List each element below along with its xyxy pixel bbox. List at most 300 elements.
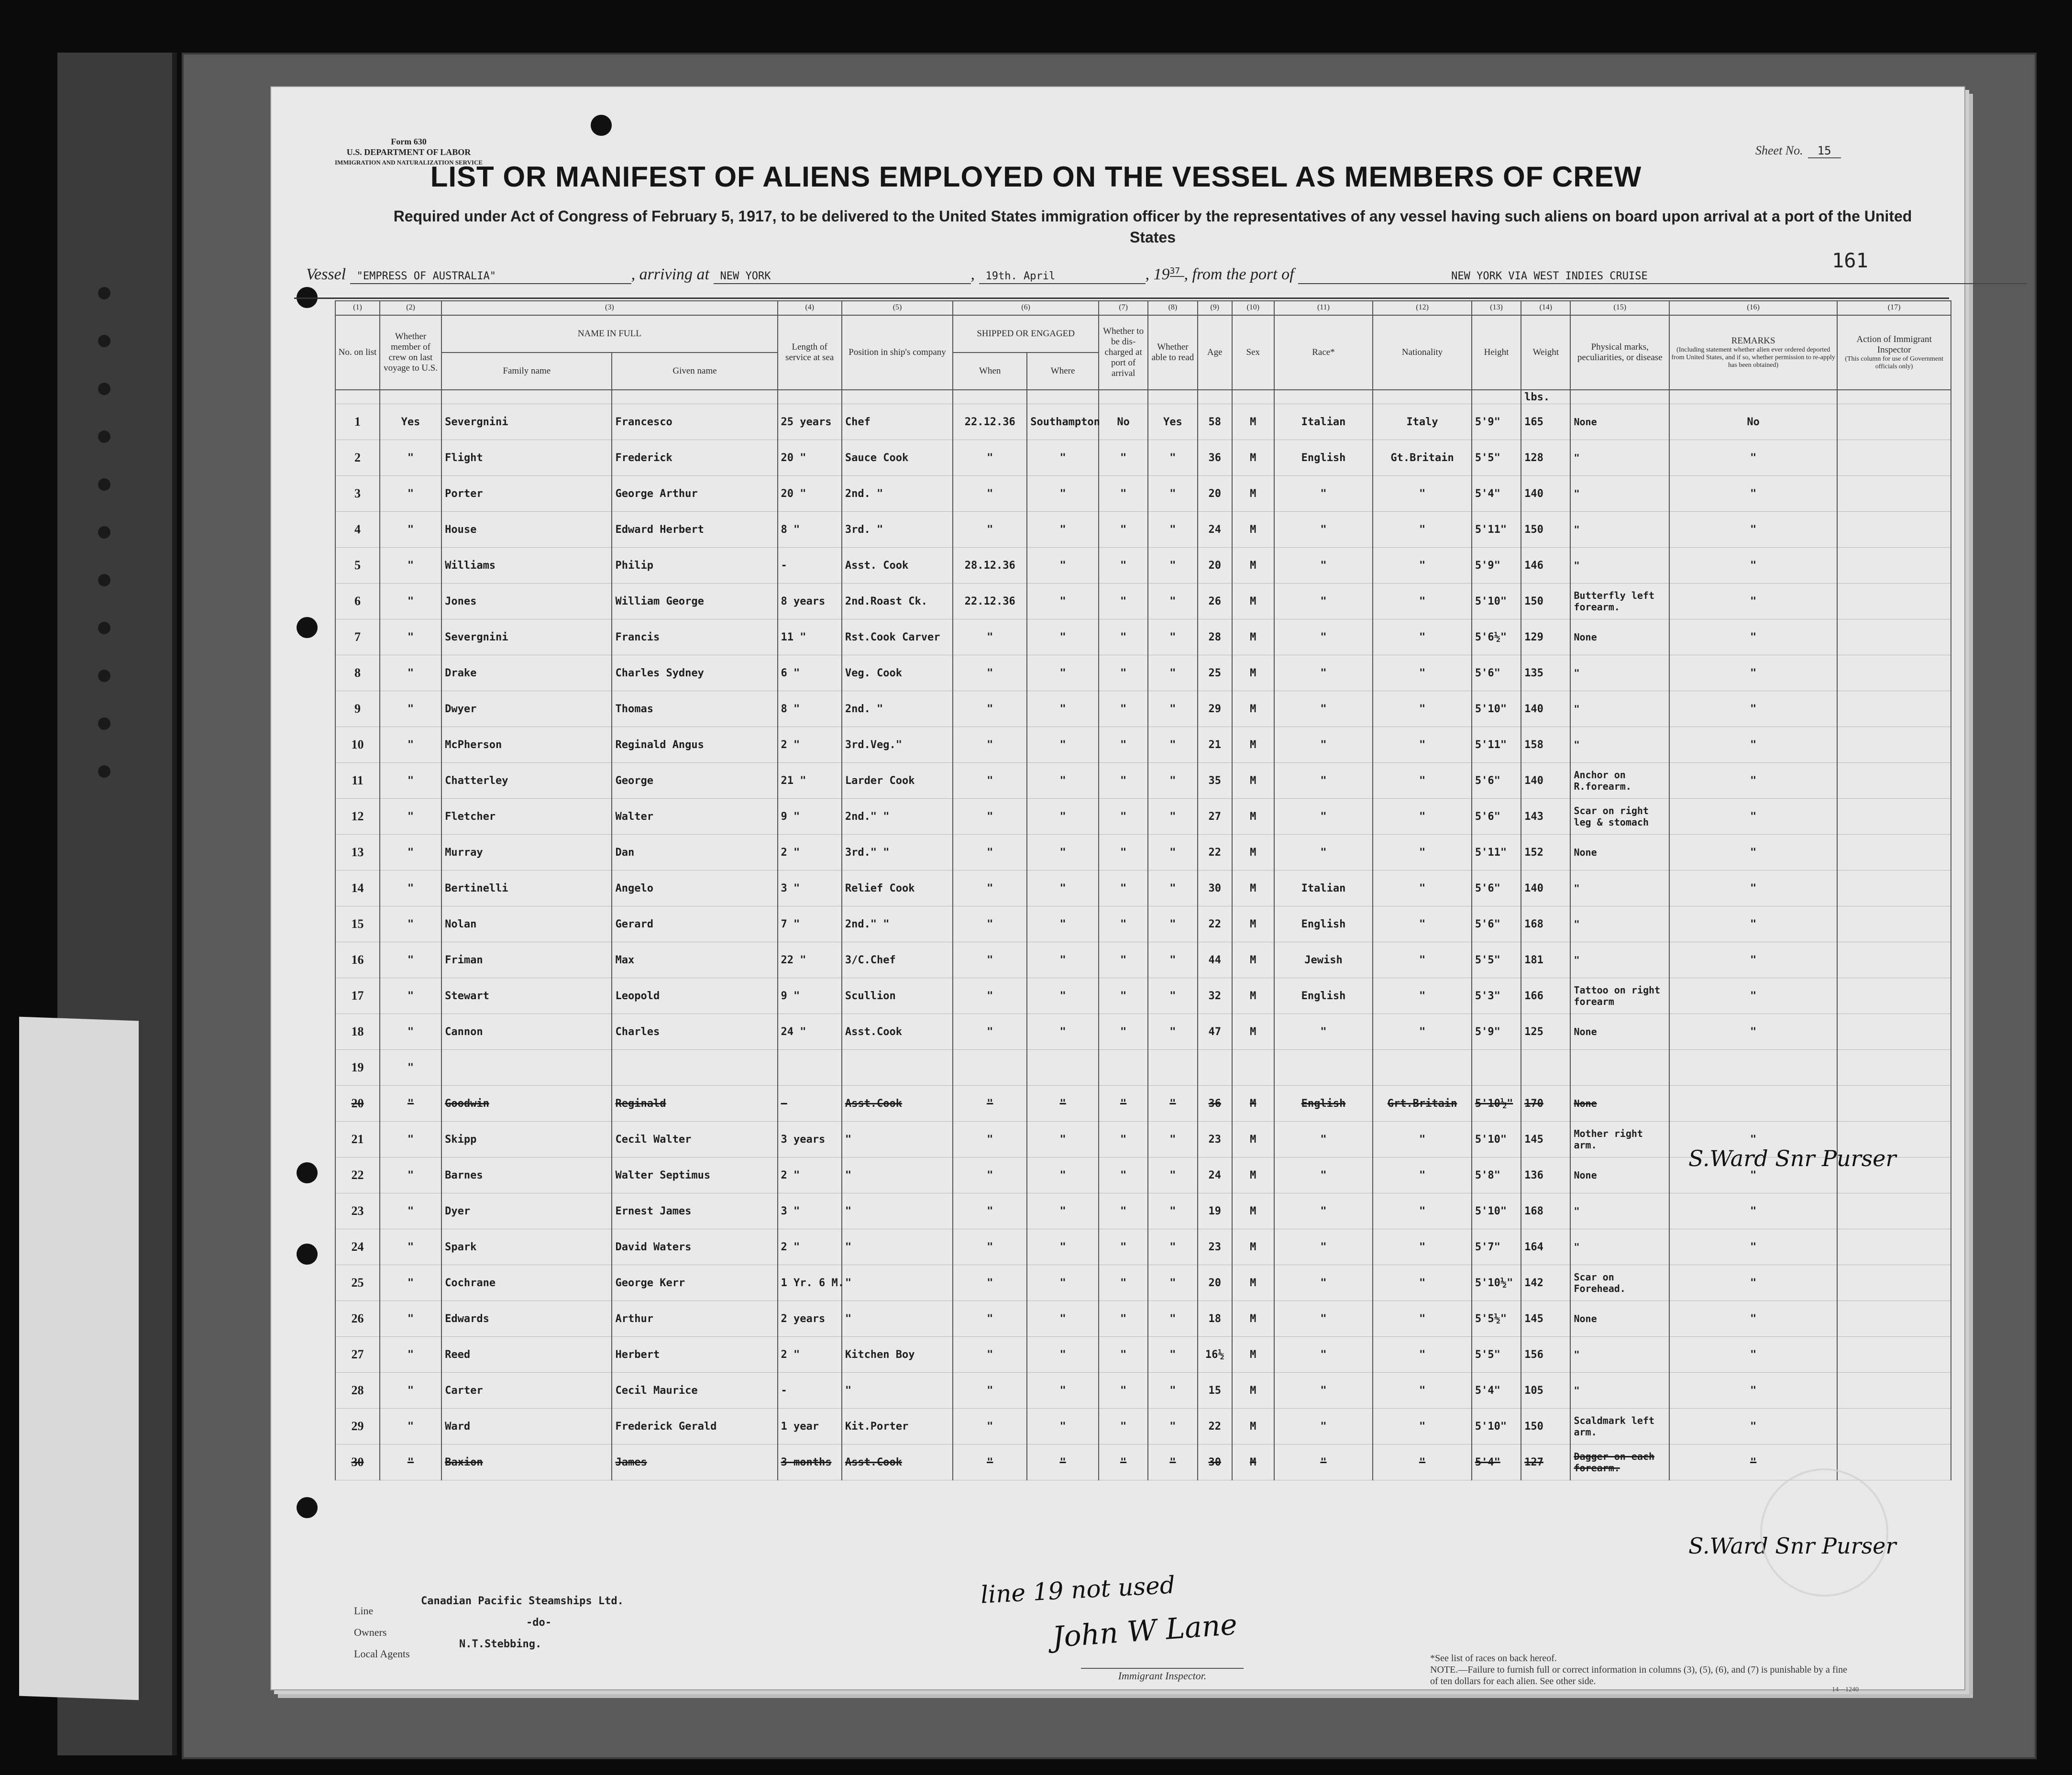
weight: 158 (1521, 727, 1570, 763)
race: Italian (1274, 404, 1373, 440)
given-name: Cecil Walter (612, 1122, 777, 1158)
shipped-when: " (953, 799, 1027, 835)
height: 5'7" (1472, 1229, 1521, 1265)
table-row (335, 691, 1951, 727)
remarks: " (1669, 835, 1837, 871)
race: " (1274, 1229, 1373, 1265)
age: 28 (1198, 619, 1232, 655)
row-number: 9 (335, 691, 380, 727)
given-name: Frederick (612, 440, 777, 476)
family-name: Cochrane (441, 1265, 612, 1301)
family-name: Stewart (441, 978, 612, 1014)
height: 5'6" (1472, 763, 1521, 799)
able-to-read: " (1148, 1301, 1197, 1337)
able-to-read: " (1148, 871, 1197, 906)
shipped-where: " (1027, 1193, 1099, 1229)
height: 5'10½" (1472, 1265, 1521, 1301)
weight: 181 (1521, 942, 1570, 978)
nationality: " (1373, 548, 1472, 584)
race: Jewish (1274, 942, 1373, 978)
inspector-action (1837, 512, 1951, 548)
given-name: Edward Herbert (612, 512, 777, 548)
remarks: " (1669, 1301, 1837, 1337)
given-name: Walter (612, 799, 777, 835)
last-voyage: " (380, 978, 441, 1014)
discharged: " (1099, 1301, 1148, 1337)
table-row (335, 1301, 1951, 1337)
position: Veg. Cook (842, 655, 953, 691)
shipped-where: " (1027, 1086, 1099, 1122)
age: 25 (1198, 655, 1232, 691)
discharged: " (1099, 1193, 1148, 1229)
stamp-number: 161 (1832, 249, 1868, 272)
family-name: Cannon (441, 1014, 612, 1050)
line-label: Line (354, 1605, 374, 1617)
length-of-service: 3 " (778, 871, 842, 906)
given-name: Reginald Angus (612, 727, 777, 763)
age: 16½ (1198, 1337, 1232, 1373)
nationality: " (1373, 1265, 1472, 1301)
weight: 165 (1521, 404, 1570, 440)
able-to-read: " (1148, 799, 1197, 835)
family-name: Severgnini (441, 619, 612, 655)
discharged: " (1099, 548, 1148, 584)
shipped-where: " (1027, 1122, 1099, 1158)
remarks (1669, 1086, 1837, 1122)
embossed-seal (1760, 1468, 1888, 1597)
weight: 146 (1521, 548, 1570, 584)
nationality: " (1373, 799, 1472, 835)
last-voyage: " (380, 548, 441, 584)
race: " (1274, 691, 1373, 727)
remarks: " (1669, 871, 1837, 906)
remarks: " (1669, 799, 1837, 835)
sheet-label: Sheet No. (1755, 143, 1803, 157)
length-of-service: 21 " (778, 763, 842, 799)
length-of-service: 3 years (778, 1122, 842, 1158)
inspector-signature: John W Lane (1051, 1608, 1239, 1654)
position: " (842, 1265, 953, 1301)
race-note: *See list of races on back hereof. (1430, 1653, 1557, 1664)
last-voyage: " (380, 691, 441, 727)
length-of-service: 20 " (778, 440, 842, 476)
shipped-where: " (1027, 906, 1099, 942)
weight: 140 (1521, 871, 1570, 906)
vessel-label: Vessel (306, 265, 346, 283)
length-of-service: 22 " (778, 942, 842, 978)
remarks: " (1669, 1229, 1837, 1265)
able-to-read: " (1148, 1337, 1197, 1373)
vessel-line: Vessel "EMPRESS OF AUSTRALIA" , arriving at NEW YORK , 19th. April , 1937 , from the port of NEW YORK VIA WEST INDIES CRUISE (306, 265, 2027, 284)
race: " (1274, 619, 1373, 655)
last-voyage: " (380, 1122, 441, 1158)
owners-value: -do- (526, 1617, 551, 1629)
discharged: " (1099, 1444, 1148, 1480)
row-number: 18 (335, 1014, 380, 1050)
table-row (335, 727, 1951, 763)
physical-marks: Anchor on R.forearm. (1570, 763, 1669, 799)
age: 27 (1198, 799, 1232, 835)
weight: 170 (1521, 1086, 1570, 1122)
age: 30 (1198, 871, 1232, 906)
discharged: " (1099, 476, 1148, 512)
physical-marks: " (1570, 942, 1669, 978)
inspector-action (1837, 1050, 1951, 1086)
able-to-read: " (1148, 1122, 1197, 1158)
position: Asst.Cook (842, 1014, 953, 1050)
table-row (335, 1373, 1951, 1409)
shipped-when: " (953, 1444, 1027, 1480)
row-number: 17 (335, 978, 380, 1014)
shipped-where: " (1027, 835, 1099, 871)
last-voyage: Yes (380, 404, 441, 440)
length-of-service: 6 " (778, 655, 842, 691)
height: 5'4" (1472, 476, 1521, 512)
shipped-when: " (953, 871, 1027, 906)
row-number: 29 (335, 1409, 380, 1444)
row-number: 11 (335, 763, 380, 799)
physical-marks: " (1570, 871, 1669, 906)
shipped-when: " (953, 691, 1027, 727)
shipped-where: Southampton (1027, 404, 1099, 440)
discharged: " (1099, 619, 1148, 655)
position: Relief Cook (842, 871, 953, 906)
table-row (335, 1014, 1951, 1050)
length-of-service: - (778, 548, 842, 584)
last-voyage: " (380, 871, 441, 906)
sex: M (1232, 1444, 1274, 1480)
height: 5'4" (1472, 1373, 1521, 1409)
weight: 128 (1521, 440, 1570, 476)
discharged: " (1099, 1409, 1148, 1444)
discharged: " (1099, 942, 1148, 978)
position: Rst.Cook Carver (842, 619, 953, 655)
page-subtitle: Required under Act of Congress of February 5, 1917, to be delivered to the United States immigration officer by the representatives of any vessel having such aliens on board upon arrival at a port of the United States (393, 208, 1912, 246)
shipped-when: 22.12.36 (953, 584, 1027, 619)
family-name: Goodwin (441, 1086, 612, 1122)
sex: M (1232, 1086, 1274, 1122)
position: 2nd. " (842, 476, 953, 512)
height: 5'9" (1472, 1014, 1521, 1050)
weight: 150 (1521, 512, 1570, 548)
height: 5'11" (1472, 835, 1521, 871)
weight: 164 (1521, 1229, 1570, 1265)
shipped-when: " (953, 727, 1027, 763)
punch-hole (98, 383, 110, 395)
family-name: Baxion (441, 1444, 612, 1480)
table-row (335, 512, 1951, 548)
shipped-where: " (1027, 1158, 1099, 1193)
length-of-service: 9 " (778, 978, 842, 1014)
physical-marks: None (1570, 1014, 1669, 1050)
last-voyage: " (380, 1158, 441, 1193)
inspector-action (1837, 978, 1951, 1014)
row-number: 30 (335, 1444, 380, 1480)
race: English (1274, 978, 1373, 1014)
age: 36 (1198, 1086, 1232, 1122)
from-port: NEW YORK VIA WEST INDIES CRUISE (1298, 270, 2027, 284)
family-name: Porter (441, 476, 612, 512)
discharged: " (1099, 1265, 1148, 1301)
weight: 136 (1521, 1158, 1570, 1193)
shipped-when: " (953, 1337, 1027, 1373)
punch-hole (591, 115, 612, 136)
shipped-when: " (953, 1122, 1027, 1158)
length-of-service: - (778, 1373, 842, 1409)
shipped-where: " (1027, 1444, 1099, 1480)
column-number-row (335, 301, 1951, 315)
row-number: 10 (335, 727, 380, 763)
length-of-service: 2 " (778, 835, 842, 871)
table-row (335, 763, 1951, 799)
owners-label: Owners (354, 1626, 387, 1638)
height: 5'6" (1472, 799, 1521, 835)
discharged: " (1099, 871, 1148, 906)
year-suffix: 37 (1170, 266, 1184, 277)
table-row (335, 942, 1951, 978)
footer-values (421, 1590, 624, 1655)
height: 5'10" (1472, 584, 1521, 619)
height: 5'10" (1472, 1409, 1521, 1444)
nationality: " (1373, 871, 1472, 906)
discharged: " (1099, 727, 1148, 763)
inspector-action (1837, 1265, 1951, 1301)
colnum-13: (13) (1472, 301, 1521, 315)
inspector-action (1837, 548, 1951, 584)
remarks: " (1669, 1444, 1837, 1480)
sex: M (1232, 1158, 1274, 1193)
colnum-15: (15) (1570, 301, 1669, 315)
family-name: Williams (441, 548, 612, 584)
nationality: " (1373, 512, 1472, 548)
height: 5'10" (1472, 1122, 1521, 1158)
colnum-5: (5) (842, 301, 953, 315)
punch-hole (297, 1497, 318, 1518)
shipped-when: 22.12.36 (953, 404, 1027, 440)
shipped-when (953, 1050, 1027, 1086)
colnum-14: (14) (1521, 301, 1570, 315)
length-of-service: 2 " (778, 1158, 842, 1193)
physical-marks: Scaldmark left arm. (1570, 1409, 1669, 1444)
header-age: Age (1198, 315, 1232, 390)
position: " (842, 1373, 953, 1409)
shipped-where: " (1027, 1265, 1099, 1301)
position: 2nd.Roast Ck. (842, 584, 953, 619)
weight: 142 (1521, 1265, 1570, 1301)
remarks: " (1669, 1014, 1837, 1050)
height: 5'11" (1472, 512, 1521, 548)
given-name: Charles (612, 1014, 777, 1050)
physical-marks: Butterfly left forearm. (1570, 584, 1669, 619)
remarks: " (1669, 584, 1837, 619)
race: " (1274, 1014, 1373, 1050)
shipped-when: " (953, 1373, 1027, 1409)
last-voyage: " (380, 512, 441, 548)
remarks: " (1669, 548, 1837, 584)
physical-marks: Tattoo on right forearm (1570, 978, 1669, 1014)
age: 24 (1198, 512, 1232, 548)
height: 5'10½" (1472, 1086, 1521, 1122)
row-number: 7 (335, 619, 380, 655)
discharged: " (1099, 835, 1148, 871)
footer-labels (354, 1600, 410, 1665)
length-of-service: 3 months (778, 1444, 842, 1480)
table-row (335, 619, 1951, 655)
position: 2nd." " (842, 906, 953, 942)
nationality: " (1373, 942, 1472, 978)
shipped-where: " (1027, 1409, 1099, 1444)
inspector-action (1837, 763, 1951, 799)
age: 18 (1198, 1301, 1232, 1337)
inspector-action (1837, 655, 1951, 691)
weight: 168 (1521, 1193, 1570, 1229)
age: 23 (1198, 1229, 1232, 1265)
shipped-when: " (953, 440, 1027, 476)
from-label: , from the port of (1184, 265, 1294, 283)
footer-note (1430, 1653, 1851, 1687)
table-row (335, 1086, 1951, 1122)
physical-marks: " (1570, 1373, 1669, 1409)
given-name: George Kerr (612, 1265, 777, 1301)
given-name: Francesco (612, 404, 777, 440)
able-to-read: " (1148, 512, 1197, 548)
table-row (335, 404, 1951, 440)
position: 3/C.Chef (842, 942, 953, 978)
inspector-action (1837, 691, 1951, 727)
shipped-where: " (1027, 1229, 1099, 1265)
family-name: Bertinelli (441, 871, 612, 906)
row-number: 4 (335, 512, 380, 548)
remarks: " (1669, 1158, 1837, 1193)
shipped-where: " (1027, 763, 1099, 799)
remarks: " (1669, 476, 1837, 512)
colnum-17: (17) (1837, 301, 1951, 315)
position: Kit.Porter (842, 1409, 953, 1444)
length-of-service: 2 " (778, 1229, 842, 1265)
length-of-service: 25 years (778, 404, 842, 440)
table-row (335, 799, 1951, 835)
form-code: 14—1240 (1832, 1686, 1859, 1693)
sex: M (1232, 1373, 1274, 1409)
weight: 145 (1521, 1122, 1570, 1158)
table-row (335, 548, 1951, 584)
nationality: Italy (1373, 404, 1472, 440)
form-number: Form 630 (391, 137, 427, 146)
age: 29 (1198, 691, 1232, 727)
shipped-when: " (953, 1014, 1027, 1050)
physical-marks: Dagger on each forearm. (1570, 1444, 1669, 1480)
weight: 150 (1521, 1409, 1570, 1444)
age: 20 (1198, 548, 1232, 584)
shipped-where: " (1027, 440, 1099, 476)
colnum-2: (2) (380, 301, 441, 315)
physical-marks: " (1570, 906, 1669, 942)
family-name: Jones (441, 584, 612, 619)
able-to-read: " (1148, 655, 1197, 691)
length-of-service: 7 " (778, 906, 842, 942)
shipped-where: " (1027, 942, 1099, 978)
last-voyage: " (380, 727, 441, 763)
remarks: " (1669, 727, 1837, 763)
able-to-read: " (1148, 1158, 1197, 1193)
physical-marks: None (1570, 1158, 1669, 1193)
able-to-read: " (1148, 1409, 1197, 1444)
able-to-read: " (1148, 1373, 1197, 1409)
inspector-action (1837, 799, 1951, 835)
purser-signature: S.Ward Snr Purser (1688, 1146, 1896, 1171)
header-row-1 (335, 315, 1951, 353)
discharged: " (1099, 763, 1148, 799)
last-voyage: " (380, 1229, 441, 1265)
sex: M (1232, 978, 1274, 1014)
race: " (1274, 1265, 1373, 1301)
able-to-read: " (1148, 763, 1197, 799)
inspector-action (1837, 1444, 1951, 1480)
age: 15 (1198, 1373, 1232, 1409)
family-name: Ward (441, 1409, 612, 1444)
sex: M (1232, 1265, 1274, 1301)
able-to-read: " (1148, 548, 1197, 584)
punch-hole (98, 622, 110, 634)
family-name: Flight (441, 440, 612, 476)
row-number: 27 (335, 1337, 380, 1373)
punch-hole (297, 1162, 318, 1183)
discharged: " (1099, 978, 1148, 1014)
nationality: " (1373, 476, 1472, 512)
header-position: Position in ship's company (842, 315, 953, 390)
shipped-where: " (1027, 799, 1099, 835)
family-name: Dyer (441, 1193, 612, 1229)
height: 5'5" (1472, 440, 1521, 476)
nationality: " (1373, 1301, 1472, 1337)
sheet-value: 15 (1808, 144, 1841, 158)
department-name: U.S. DEPARTMENT OF LABOR (346, 147, 471, 157)
race: " (1274, 1158, 1373, 1193)
row-number: 24 (335, 1229, 380, 1265)
year-prefix: 19 (1153, 265, 1170, 283)
shipped-when: " (953, 1086, 1027, 1122)
last-voyage: " (380, 1337, 441, 1373)
nationality: " (1373, 619, 1472, 655)
family-name (441, 1050, 612, 1086)
nationality: " (1373, 978, 1472, 1014)
length-of-service (778, 1050, 842, 1086)
position: " (842, 1193, 953, 1229)
nationality: " (1373, 584, 1472, 619)
able-to-read: " (1148, 1193, 1197, 1229)
table-row (335, 871, 1951, 906)
age: 22 (1198, 1409, 1232, 1444)
inspector-action (1837, 1373, 1951, 1409)
given-name: Ernest James (612, 1193, 777, 1229)
given-name: Charles Sydney (612, 655, 777, 691)
header-race: Race* (1274, 315, 1373, 390)
header-shipped-engaged: SHIPPED OR ENGAGED (953, 315, 1099, 353)
race: " (1274, 476, 1373, 512)
remarks: " (1669, 512, 1837, 548)
last-voyage: " (380, 1265, 441, 1301)
row-number: 13 (335, 835, 380, 871)
last-voyage: " (380, 476, 441, 512)
vessel-name: "EMPRESS OF AUSTRALIA" (350, 270, 631, 284)
inspector-action (1837, 1014, 1951, 1050)
colnum-9: (9) (1198, 301, 1232, 315)
given-name: Arthur (612, 1301, 777, 1337)
given-name: George (612, 763, 777, 799)
weight: 129 (1521, 619, 1570, 655)
position: " (842, 1158, 953, 1193)
remarks: " (1669, 1122, 1837, 1158)
